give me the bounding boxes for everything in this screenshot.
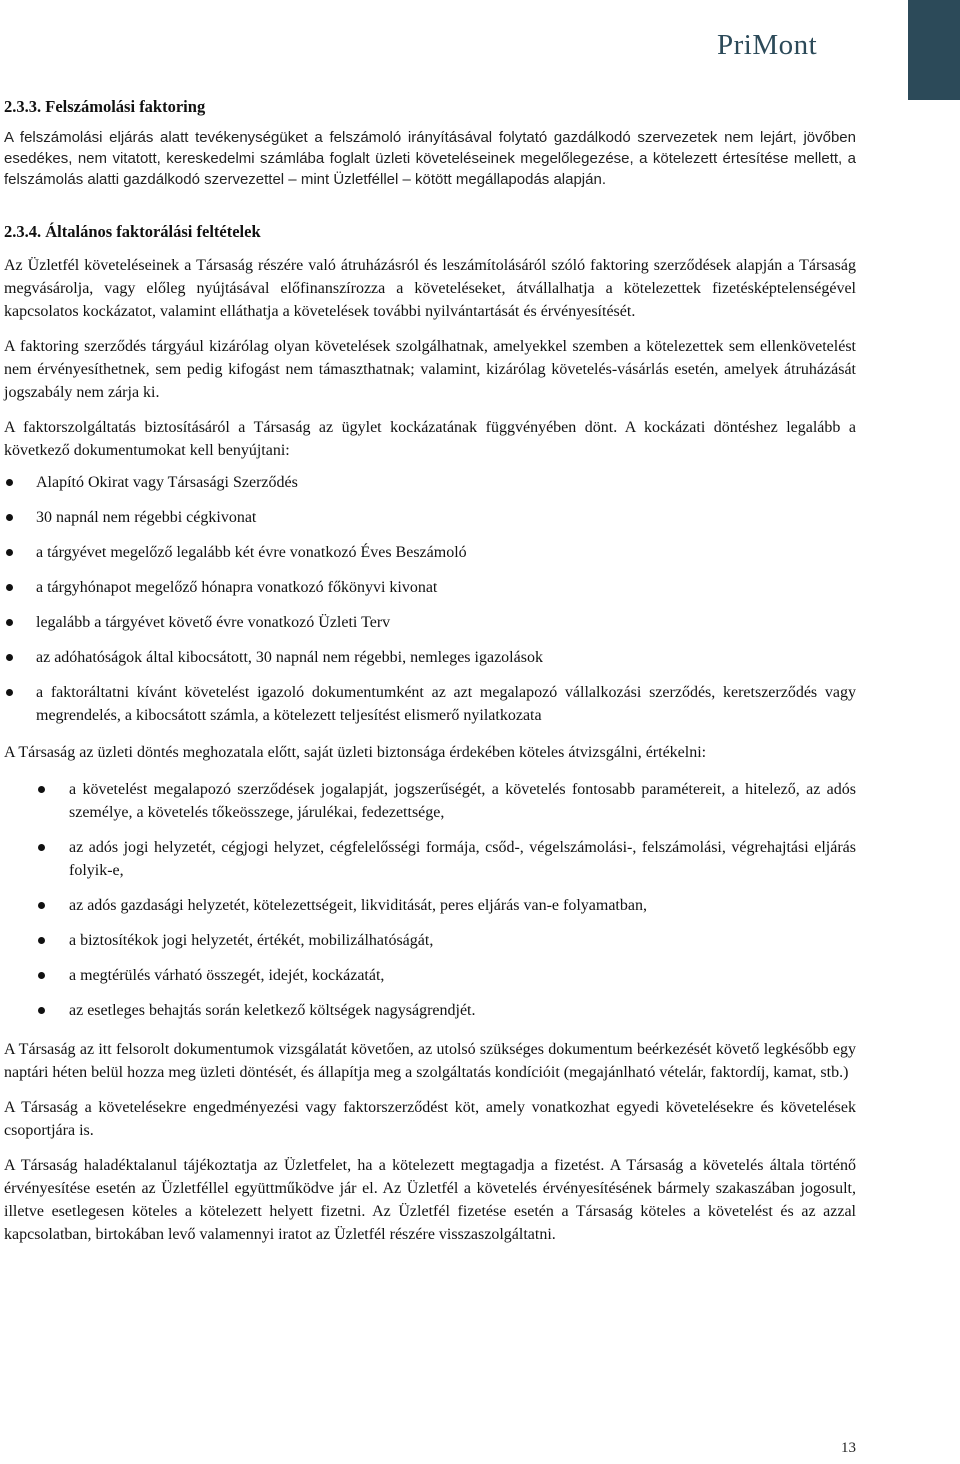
paragraph-review-intro: A Társaság az üzleti döntés meghozatala előtt, saját üzleti biztonsága érdekében köteles átvizsgálni, értékelni: xyxy=(4,744,707,761)
section-heading-felszamolasi: 2.3.3. Felszámolási faktoring xyxy=(4,97,206,116)
list-item-text: a tárgyhónapot megelőző hónapra vonatkozó főkönyvi kivonat xyxy=(36,579,438,596)
list-item-text: a biztosítékok jogi helyzetét, értékét, mobilizálhatóságát, xyxy=(69,932,434,949)
paragraph-felszamolasi: A felszámolási eljárás alatt tevékenységüket a felszámoló irányításával folytató gazdálkodó szervezetek nem lejárt, jövőben esedékes, nem vitatott, kereskedelmi számlába foglalt üzleti követeléseinek megelőlegezése, a kötelezett értesítése mellett, a felszámolás alatti gazdálkodó szervezettel – mint Üzletféllel – kötött megállapodás alapján. xyxy=(4,129,856,188)
list-item xyxy=(4,471,856,494)
bullet-icon xyxy=(6,619,13,626)
list-item-text: a tárgyévet megelőző legalább két évre vonatkozó Éves Beszámoló xyxy=(36,544,467,561)
bullet-icon xyxy=(38,972,45,979)
list-item xyxy=(4,929,856,952)
logo-graphic xyxy=(714,24,864,64)
bullet-icon xyxy=(38,902,45,909)
list-item-text: a megtérülés várható összegét, idejét, kockázatát, xyxy=(69,967,385,984)
required-documents-list xyxy=(4,471,856,727)
list-item-text: az esetleges behajtás során keletkező költségek nagyságrendjét. xyxy=(69,1002,476,1019)
document-body xyxy=(4,97,856,1258)
list-item xyxy=(4,576,856,599)
bullet-icon xyxy=(6,689,13,696)
paragraph-fizetes-megtagadas: A Társaság haladéktalanul tájékoztatja az Üzletfelet, ha a kötelezett megtagadja a fizetést. A Társaság a követelés általa történő érvényesítése esetén az Üzletféllel együttműködve jár el. Az Üzletfél a követelés érvényesítésének bármely szakaszában jogosult, illetve esetlegesen köteles a kötelezett helyett fizetni. Az Üzletfél fizetése esetén a Társaság köteles a követelést és az azzal kapcsolatban, birtokában levő valamennyi iratot az Üzletfél részére visszaszolgáltatni. xyxy=(4,1157,856,1243)
bullet-icon xyxy=(38,786,45,793)
list-item-text: az adós gazdasági helyzetét, kötelezettségeit, likviditását, peres eljárás van-e folyamatban, xyxy=(69,897,647,914)
list-item xyxy=(4,611,856,634)
paragraph-szerzodes-targya: A faktoring szerződés tárgyául kizárólag olyan követelések szolgálhatnak, amelyekkel szemben a kötelezettek sem ellenkövetelést nem érvényesíthetnek, sem pedig kifogást nem támaszthatnak; valamint, kizárólag követelés-vásárlás esetén, amelyek átruházását jogszabály nem zárja ki. xyxy=(4,338,856,401)
paragraph-atruhazas: Az Üzletfél követeléseinek a Társaság részére való átruházásról és leszámítolásáról szóló faktoring szerződések alapján a Társaság megvásárolja, vagy előleg nyújtásával előfinanszírozza a követeléseket, átvállalhatja a kötelezettek fizetésképtelenségével kapcsolatos kockázatot, valamint elláthatja a követelések további nyilvántartását és érvényesítését. xyxy=(4,257,856,320)
paragraph-kockazati-dontes: A faktorszolgáltatás biztosításáról a Társaság az ügylet kockázatának függvényében dönt. A kockázati döntéshez legalább a következő dokumentumokat kell benyújtani: xyxy=(4,419,856,459)
list-item xyxy=(4,894,856,917)
list-item-text: Alapító Okirat vagy Társasági Szerződés xyxy=(36,474,298,491)
list-item xyxy=(4,681,856,727)
list-item-text: az adóhatóságok által kibocsátott, 30 napnál nem régebbi, nemleges igazolások xyxy=(36,649,543,666)
section-heading-altalanos: 2.3.4. Általános faktorálási feltételek xyxy=(4,222,261,241)
bullet-icon xyxy=(38,844,45,851)
bullet-icon xyxy=(6,584,13,591)
list-item-text: legalább a tárgyévet követő évre vonatkozó Üzleti Terv xyxy=(36,614,391,631)
paragraph-dontes-hatarido: A Társaság az itt felsorolt dokumentumok vizsgálatát követően, az utolsó szükséges dokumentum beérkezését követő legkésőbb egy naptári héten belül hozza meg üzleti döntését, és állapítja meg a szolgáltatás kondícióit (megajánlható vételár, faktordíj, kamat, stb.) xyxy=(4,1041,856,1081)
list-item-text: a követelést megalapozó szerződések jogalapját, jogszerűségét, a követelés fontosabb paramétereit, a hitelező, az adós személye, a követelés tőkeösszege, járulékai, fedezettsége, xyxy=(69,781,856,821)
paragraph-engedmenyezes: A Társaság a követelésekre engedményezési vagy faktorszerződést köt, amely vonatkozhat egyedi követelésekre és követelések csoportjára is. xyxy=(4,1099,856,1139)
list-item-text: 30 napnál nem régebbi cégkivonat xyxy=(36,509,257,526)
list-item xyxy=(4,964,856,987)
list-item xyxy=(4,646,856,669)
corner-tab xyxy=(908,0,960,100)
bullet-icon xyxy=(38,937,45,944)
list-item xyxy=(4,836,856,882)
list-item xyxy=(4,999,856,1022)
list-item xyxy=(4,778,856,824)
bullet-icon xyxy=(6,479,13,486)
page-number: 13 xyxy=(841,1440,856,1456)
bullet-icon xyxy=(6,549,13,556)
list-item-text: az adós jogi helyzetét, cégjogi helyzet, cégfelelősségi formája, csőd-, végelszámolási-, felszámolási, végrehajtási eljárás folyik-e, xyxy=(69,839,856,879)
list-item-text: a faktoráltatni kívánt követelést igazoló dokumentumként az azt megalapozó vállalkozási szerződés, keretszerződés vagy megrendelés, a kibocsátott számla, a kötelezett teljesítést elismerő nyilatkozata xyxy=(36,684,856,724)
logo-text: PriMont xyxy=(717,29,818,61)
primont-logo xyxy=(714,24,864,64)
list-item xyxy=(4,541,856,564)
bullet-icon xyxy=(6,654,13,661)
list-item xyxy=(4,506,856,529)
review-items-list xyxy=(4,778,856,1022)
bullet-icon xyxy=(6,514,13,521)
bullet-icon xyxy=(38,1007,45,1014)
